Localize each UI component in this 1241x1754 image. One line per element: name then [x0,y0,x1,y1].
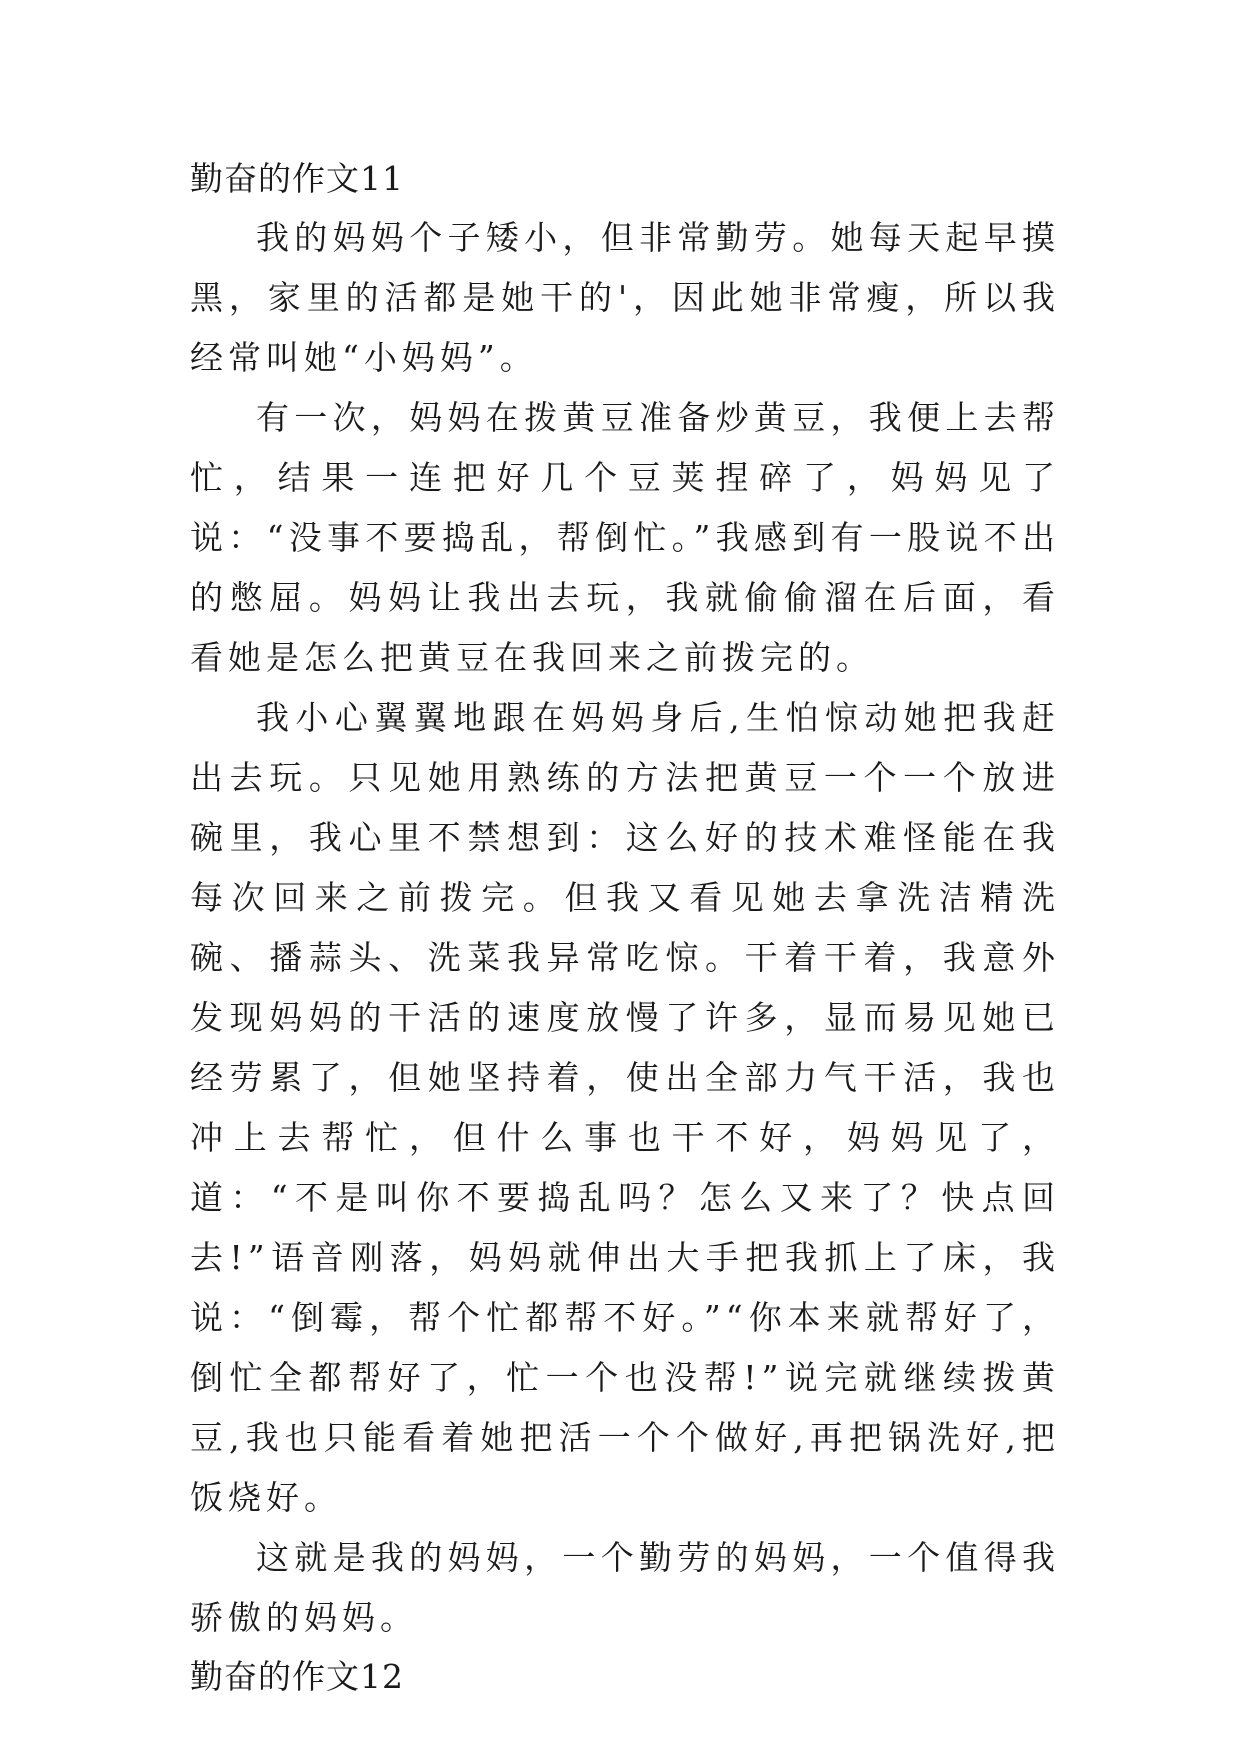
document-page [190,150,1060,1706]
paragraph-4: 这就是我的妈妈，一个勤劳的妈妈，一个值得我骄傲的妈妈。 [190,1538,1060,1637]
essay-heading-12: 勤奋的作文12 [190,1657,404,1696]
paragraph-2: 有一次，妈妈在拨黄豆准备炒黄豆，我便上去帮忙，结果一连把好几个豆荚捏碎了，妈妈见了说：“没事不要捣乱，帮倒忙。”我感到有一股说不出的憋屈。妈妈让我出去玩，我就偷偷溜在后面，看看她是怎么把黄豆在我回来之前拨完的。 [190,398,1060,677]
paragraph-1: 我的妈妈个子矮小，但非常勤劳。她每天起早摸黑，家里的活都是她干的'，因此她非常瘦，所以我经常叫她“小妈妈”。 [190,218,1060,377]
paragraph-3: 我小心翼翼地跟在妈妈身后,生怕惊动她把我赶出去玩。只见她用熟练的方法把黄豆一个一个放进碗里，我心里不禁想到：这么好的技术难怪能在我每次回来之前拨完。但我又看见她去拿洗洁精洗碗、播蒜头、洗菜我异常吃惊。干着干着，我意外发现妈妈的干活的速度放慢了许多，显而易见她已经劳累了，但她坚持着，使出全部力气干活，我也冲上去帮忙，但什么事也干不好，妈妈见了，道：“不是叫你不要捣乱吗？怎么又来了？快点回去!”语音刚落，妈妈就伸出大手把我抓上了床，我说：“倒霉，帮个忙都帮不好。”“你本来就帮好了，倒忙全都帮好了，忙一个也没帮!”说完就继续拨黄豆,我也只能看着她把活一个个做好,再把锅洗好,把饭烧好。 [190,698,1060,1517]
essay-heading-11: 勤奋的作文11 [190,159,404,198]
